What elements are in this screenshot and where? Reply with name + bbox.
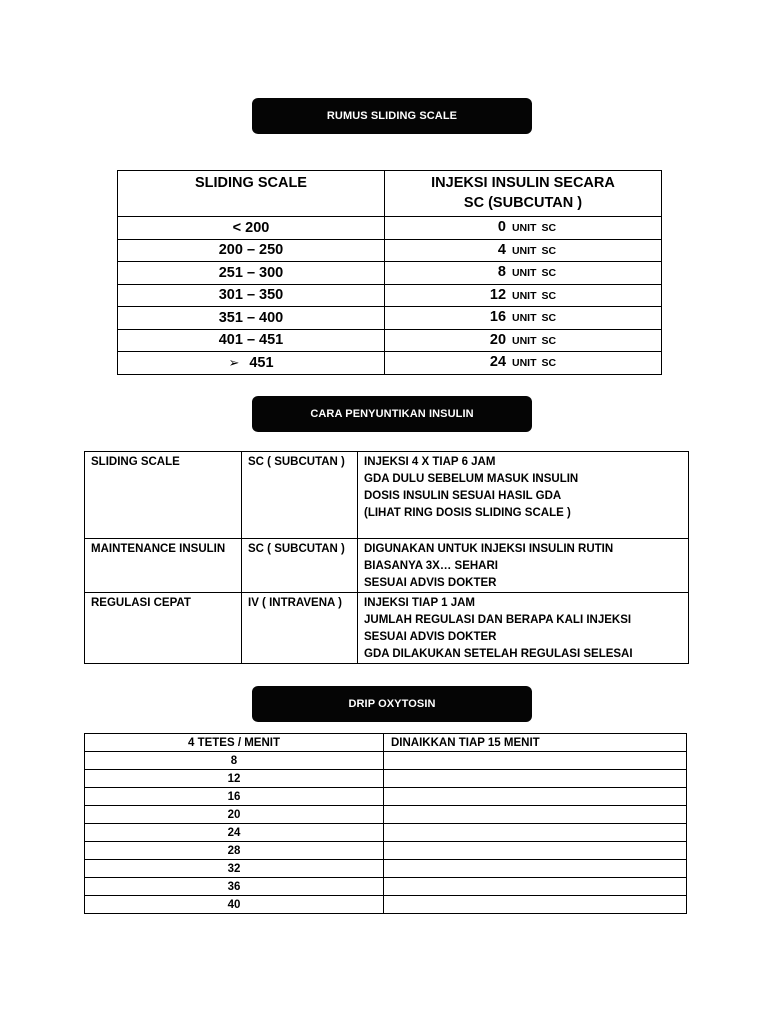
glucose-range: 251 – 300	[218, 264, 284, 281]
table-row	[85, 806, 687, 824]
unit-label: UNIT	[511, 222, 537, 235]
note-line: DOSIS INSULIN SESUAI HASIL GDA	[364, 490, 562, 502]
oxytocin-drip-banner	[252, 686, 532, 722]
banner-title: DRIP OXYTOSIN	[348, 698, 436, 710]
injection-type: SLIDING SCALE	[85, 452, 242, 539]
insulin-dose: 8	[497, 264, 506, 281]
unit-label: UNIT	[512, 357, 537, 370]
table-row	[85, 770, 687, 788]
drip-rate: 40	[85, 896, 384, 914]
insulin-dose-cell	[385, 307, 662, 330]
header-drops-per-minute: 4 TETES / MENIT	[85, 734, 384, 752]
note-line: SESUAI ADVIS DOKTER	[364, 631, 497, 643]
injection-route: IV ( INTRAVENA )	[242, 593, 358, 664]
unit-route: SC	[541, 357, 557, 370]
note-line: BIASANYA 3X… SEHARI	[364, 560, 498, 572]
empty-cell	[384, 860, 687, 878]
unit-route: SC	[541, 267, 557, 280]
insulin-dose: 4	[497, 241, 506, 258]
glucose-range-cell	[118, 284, 385, 307]
injection-notes	[358, 539, 689, 593]
insulin-dose-cell	[385, 284, 662, 307]
empty-cell	[384, 824, 687, 842]
glucose-range: 401 – 451	[218, 332, 284, 349]
drip-rate: 32	[85, 860, 384, 878]
header-increase-interval: DINAIKKAN TIAP 15 MENIT	[384, 734, 687, 752]
unit-label: UNIT	[512, 289, 537, 302]
banner-title: RUMUS SLIDING SCALE	[326, 110, 458, 122]
table-row	[85, 452, 689, 539]
table-row	[85, 878, 687, 896]
glucose-range-cell	[118, 329, 385, 352]
empty-cell	[384, 842, 687, 860]
empty-cell	[384, 788, 687, 806]
sliding-scale-banner	[252, 98, 532, 134]
note-line: GDA DILAKUKAN SETELAH REGULASI SELESAI	[364, 648, 633, 660]
note-line: (LIHAT RING DOSIS SLIDING SCALE )	[364, 507, 571, 519]
insulin-injection-banner	[252, 396, 532, 432]
sliding-scale-table	[117, 170, 662, 375]
glucose-range: 451	[249, 354, 274, 371]
table-header-row	[118, 171, 662, 217]
injection-type: MAINTENANCE INSULIN	[85, 539, 242, 593]
insulin-injection-table	[84, 451, 689, 664]
table-row	[85, 593, 689, 664]
table-row	[118, 284, 662, 307]
header-line-1: INJEKSI INSULIN SECARA	[431, 175, 615, 191]
empty-cell	[384, 752, 687, 770]
insulin-dose: 0	[497, 219, 506, 236]
insulin-dose: 20	[489, 331, 507, 348]
note-line: DIGUNAKAN UNTUK INJEKSI INSULIN RUTIN	[364, 543, 614, 555]
unit-route: SC	[541, 289, 557, 302]
table-row	[85, 824, 687, 842]
glucose-range-cell	[118, 262, 385, 285]
drip-rate: 8	[85, 752, 384, 770]
insulin-dose-cell	[385, 239, 662, 262]
drip-rate: 28	[85, 842, 384, 860]
table-row	[85, 752, 687, 770]
unit-label: UNIT	[511, 267, 537, 280]
header-line-2: SC (SUBCUTAN )	[463, 195, 583, 211]
table-row	[118, 217, 662, 240]
table-row	[85, 788, 687, 806]
oxytocin-drip-table	[84, 733, 687, 914]
table-row	[85, 860, 687, 878]
glucose-range: < 200	[232, 219, 270, 236]
table-header-row	[85, 734, 687, 752]
insulin-dose-cell	[385, 262, 662, 285]
injection-route: SC ( SUBCUTAN )	[242, 539, 358, 593]
table-row	[85, 539, 689, 593]
unit-route: SC	[541, 222, 557, 235]
drip-rate: 12	[85, 770, 384, 788]
table-row	[118, 307, 662, 330]
glucose-range: 351 – 400	[218, 309, 284, 326]
table-row	[85, 842, 687, 860]
arrow-bullet-icon: ➢	[228, 354, 240, 370]
empty-cell	[384, 896, 687, 914]
injection-route: SC ( SUBCUTAN )	[242, 452, 358, 539]
table-row	[85, 896, 687, 914]
glucose-range: 200 – 250	[218, 242, 284, 259]
insulin-dose-cell	[385, 352, 662, 375]
unit-route: SC	[541, 334, 557, 347]
note-line: GDA DULU SEBELUM MASUK INSULIN	[364, 473, 579, 485]
glucose-range: 301 – 350	[218, 287, 284, 304]
empty-cell	[384, 878, 687, 896]
glucose-range-cell	[118, 217, 385, 240]
table-row	[118, 329, 662, 352]
insulin-dose-cell	[385, 329, 662, 352]
table-row	[118, 239, 662, 262]
insulin-dose: 16	[489, 309, 507, 326]
drip-rate: 36	[85, 878, 384, 896]
glucose-range-cell	[118, 239, 385, 262]
banner-title: CARA PENYUNTIKAN INSULIN	[310, 408, 474, 420]
drip-rate: 16	[85, 788, 384, 806]
empty-cell	[384, 770, 687, 788]
note-line: INJEKSI TIAP 1 JAM	[364, 597, 475, 609]
glucose-range-cell	[118, 307, 385, 330]
unit-route: SC	[541, 312, 557, 325]
insulin-dose: 12	[489, 286, 507, 303]
note-line: JUMLAH REGULASI DAN BERAPA KALI INJEKSI	[364, 614, 632, 626]
drip-rate: 20	[85, 806, 384, 824]
unit-label: UNIT	[512, 334, 537, 347]
unit-label: UNIT	[511, 244, 537, 257]
table-row	[118, 262, 662, 285]
table-row	[118, 352, 662, 375]
header-sliding-scale: SLIDING SCALE	[118, 171, 385, 217]
insulin-dose: 24	[489, 354, 507, 371]
note-line: INJEKSI 4 X TIAP 6 JAM	[364, 456, 496, 468]
injection-notes	[358, 593, 689, 664]
insulin-dose-cell	[385, 217, 662, 240]
drip-rate: 24	[85, 824, 384, 842]
unit-route: SC	[541, 244, 557, 257]
injection-notes	[358, 452, 689, 539]
injection-type: REGULASI CEPAT	[85, 593, 242, 664]
glucose-range-cell	[118, 352, 385, 375]
unit-label: UNIT	[512, 312, 537, 325]
empty-cell	[384, 806, 687, 824]
header-insulin-injection	[385, 171, 662, 217]
note-line: SESUAI ADVIS DOKTER	[364, 577, 497, 589]
